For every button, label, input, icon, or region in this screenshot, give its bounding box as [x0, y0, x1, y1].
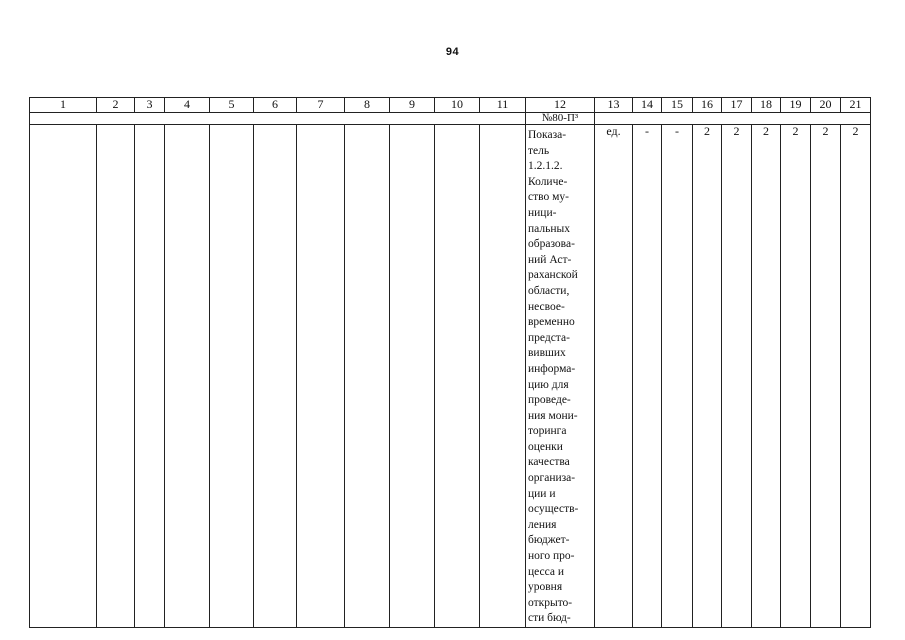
- indicator-text-line: осуществ-: [528, 503, 579, 516]
- column-number-row: [30, 98, 871, 113]
- indicator-text-line: Количе-: [528, 175, 568, 188]
- unit-cell: ед.: [595, 125, 633, 628]
- indicator-text-line: качества: [528, 456, 570, 469]
- column-header: 5: [210, 98, 254, 113]
- empty-cell: [30, 113, 526, 125]
- indicator-text-line: организа-: [528, 472, 576, 485]
- value-cell: -: [662, 125, 693, 628]
- table-cell: [345, 125, 390, 628]
- value-cell: 2: [811, 125, 841, 628]
- table-cell: [30, 125, 97, 628]
- indicator-text-line: вивших: [528, 347, 566, 360]
- indicator-text-line: информа-: [528, 362, 576, 375]
- column-header: 7: [297, 98, 345, 113]
- column-header: 6: [254, 98, 297, 113]
- indicator-text-line: торинга: [528, 425, 567, 438]
- column-header: 15: [662, 98, 693, 113]
- indicator-description: [526, 125, 594, 627]
- indicator-text-line: уровня: [528, 581, 563, 594]
- indicator-text-line: цесса и: [528, 565, 565, 578]
- indicator-description-cell: [526, 125, 595, 628]
- column-header: 3: [135, 98, 165, 113]
- column-header: 20: [811, 98, 841, 113]
- indicator-text-line: ници-: [528, 206, 557, 219]
- indicator-text-line: 1.2.1.2.: [528, 160, 563, 173]
- value-cell: 2: [841, 125, 871, 628]
- table-cell: [135, 125, 165, 628]
- indicator-text-line: оценки: [528, 440, 563, 453]
- column-header: 8: [345, 98, 390, 113]
- value-cell: 2: [693, 125, 722, 628]
- table-cell: [390, 125, 435, 628]
- indicator-text-line: проведе-: [528, 394, 571, 407]
- value-cell: 2: [722, 125, 752, 628]
- column-header: 2: [97, 98, 135, 113]
- indicator-text-line: ния мони-: [528, 409, 578, 422]
- table-cell: [254, 125, 297, 628]
- column-header: 10: [435, 98, 480, 113]
- column-header: 1: [30, 98, 97, 113]
- document-ref-cell: №80-П³: [526, 113, 595, 125]
- value-cell: 2: [781, 125, 811, 628]
- indicator-text-line: пальных: [528, 222, 570, 235]
- indicator-text-line: ции и: [528, 487, 556, 500]
- column-header: 4: [165, 98, 210, 113]
- indicator-text-line: ного про-: [528, 550, 575, 563]
- table-cell: [210, 125, 254, 628]
- value-cell: 2: [752, 125, 781, 628]
- column-header: 13: [595, 98, 633, 113]
- table-cell: [435, 125, 480, 628]
- indicator-text-line: области,: [528, 284, 570, 297]
- column-header: 11: [480, 98, 526, 113]
- indicator-text-line: бюджет-: [528, 534, 570, 547]
- column-header: 9: [390, 98, 435, 113]
- value-cell: -: [633, 125, 662, 628]
- indicator-text-line: тель: [528, 144, 550, 157]
- table-cell: [480, 125, 526, 628]
- indicator-text-line: ления: [528, 518, 557, 531]
- indicator-text-line: цию для: [528, 378, 569, 391]
- table-cell: [165, 125, 210, 628]
- indicator-text-line: ний Аст-: [528, 253, 572, 266]
- page-number: 94: [445, 46, 460, 58]
- table-cell: [97, 125, 135, 628]
- empty-cell: [595, 113, 871, 125]
- column-header: 14: [633, 98, 662, 113]
- indicator-text-line: образова-: [528, 238, 575, 251]
- column-header: 21: [841, 98, 871, 113]
- indicator-text-line: временно: [528, 316, 575, 329]
- column-header: 17: [722, 98, 752, 113]
- indicator-text-line: предста-: [528, 331, 570, 344]
- indicator-text-line: открыто-: [528, 596, 573, 609]
- column-header: 12: [526, 98, 595, 113]
- data-table: [29, 97, 871, 628]
- indicator-text-line: раханской: [528, 269, 578, 282]
- table-row: [30, 125, 871, 628]
- column-header: 16: [693, 98, 722, 113]
- table-cell: [297, 125, 345, 628]
- indicator-text-line: ство му-: [528, 191, 569, 204]
- column-header: 19: [781, 98, 811, 113]
- indicator-text-line: сти бюд-: [528, 612, 571, 625]
- column-header: 18: [752, 98, 781, 113]
- indicator-text-line: несвое-: [528, 300, 565, 313]
- document-ref-row: [30, 113, 871, 125]
- indicator-text-line: Показа-: [528, 129, 567, 141]
